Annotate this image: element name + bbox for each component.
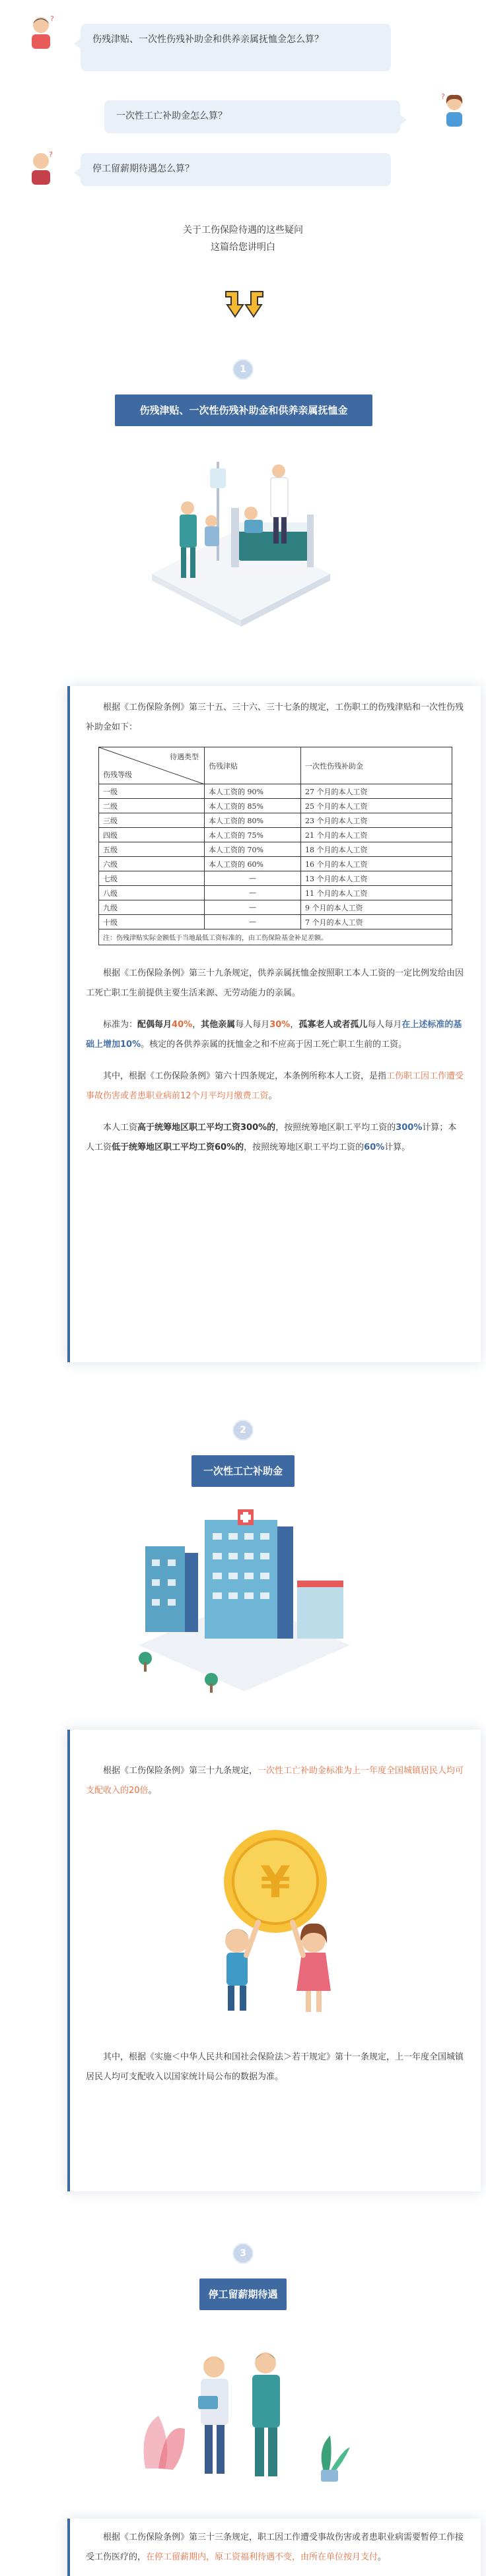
s2-paragraph-1 (86, 1761, 465, 1801)
table-row (99, 857, 452, 871)
p3-spouse-rate: 40% (172, 1020, 193, 1030)
cell-level: 六级 (99, 857, 205, 871)
cell-allowance: — (205, 915, 301, 929)
section-3-card (67, 2519, 481, 2576)
table-row (99, 900, 452, 915)
svg-text:?: ? (441, 92, 445, 101)
s2-paragraph-2: 其中，根据《实施＜中华人民共和国社会保险法＞若干规定》第十一条规定，上一年度全国城镇居民人均可支配收入以国家统计局公布的数据为准。 (86, 2052, 464, 2082)
cell-level: 七级 (99, 871, 205, 886)
p5-lower: 低于统筹地区职工平均工资60%的 (112, 1143, 244, 1152)
p5-text: ，按照统筹地区职工平均工资的 (244, 1143, 364, 1152)
cell-allowance: — (205, 886, 301, 900)
cell-level: 二级 (99, 799, 205, 813)
coin-yuan-symbol: ¥ (260, 1857, 291, 1908)
s1-paragraph-2: 根据《工伤保险条例》第三十九条规定，供养亲属抚恤金按照职工本人工资的一定比例发给由因工死亡职工生前提供主要生活来源、无劳动能力的亲属。 (86, 968, 464, 998)
intro-text (0, 222, 486, 256)
s1-paragraph-3 (86, 1015, 465, 1055)
cell-level: 三级 (99, 813, 205, 828)
cell-lump: 13 个月的本人工资 (301, 871, 452, 886)
doctors-illustration (132, 2330, 357, 2497)
p4-highlight: 工伤职工因工作遭受事故伤害或者患职业病前12个月平均月缴费工资 (86, 1071, 464, 1101)
s3-p1-highlight: 在停工留薪期内，原工资福利待遇不变，由所在单位按月支付 (146, 2552, 378, 2562)
cell-level: 十级 (99, 915, 205, 929)
table-row (99, 842, 452, 857)
table-note: 注：伤残津贴实际金额低于当地最低工资标准的，由工伤保险基金补足差额。 (99, 929, 452, 945)
section-2-number: 2 (232, 1420, 254, 1441)
p3-increase: 在上述标准的基础上增加 (86, 1020, 462, 1050)
p5-text: ，按照统筹地区职工平均工资的 (275, 1123, 396, 1133)
section-3-title: 停工留薪期待遇 (199, 2278, 287, 2310)
woman-avatar-question (440, 92, 469, 129)
worker-avatar-question (26, 15, 55, 51)
cell-level: 四级 (99, 828, 205, 842)
coin-children-illustration (203, 1823, 348, 2021)
section-1-number: 1 (232, 359, 254, 380)
p5-lower-rate: 60% (364, 1143, 385, 1152)
p3-text: 标准为： (103, 1020, 138, 1030)
header-level-label: 伤残等级 (103, 770, 132, 779)
header-allowance: 伤残津贴 (205, 747, 301, 784)
cell-lump: 18 个月的本人工资 (301, 842, 452, 857)
s1-paragraph-4 (86, 1067, 465, 1106)
intro-line-2: 这篇给您讲明白 (211, 242, 275, 253)
p5-text: 计算。 (384, 1143, 411, 1152)
table-row (99, 784, 452, 799)
svg-text:?: ? (49, 150, 53, 159)
p3-sep: ， (192, 1020, 201, 1030)
cell-allowance: 本人工资的 85% (205, 799, 301, 813)
p3-increase-rate: 10% (120, 1040, 141, 1050)
cell-lump: 11 个月的本人工资 (301, 886, 452, 900)
cell-lump: 23 个月的本人工资 (301, 813, 452, 828)
section-1-card (67, 686, 481, 1362)
cell-allowance: 本人工资的 80% (205, 813, 301, 828)
header-lump-sum: 一次性伤残补助金 (301, 747, 452, 784)
section-2-title: 一次性工亡补助金 (191, 1455, 295, 1487)
question-bubble-1 (81, 24, 391, 71)
cell-allowance: — (205, 900, 301, 915)
cell-allowance: 本人工资的 75% (205, 828, 301, 842)
p3-other-rate: 30% (269, 1020, 291, 1030)
p3-spouse: 配偶每月 (137, 1020, 172, 1030)
p4-text: 。 (268, 1091, 277, 1101)
s3-p1-text: 根据《工伤保险条例》第三十三条规定，职工因工作遭受事故伤害或者患职业病需要暂停工作接受工伤医疗的， (86, 2532, 464, 2562)
section-3-number: 3 (232, 2243, 254, 2264)
cell-level: 五级 (99, 842, 205, 857)
p3-other: 其他亲属 (201, 1020, 236, 1030)
cell-allowance: — (205, 871, 301, 886)
header-type-label: 待遇类型 (170, 753, 199, 761)
question-2-text: 一次性工亡补助金怎么算？ (116, 111, 227, 121)
table-row (99, 915, 452, 929)
p5-text: 计算；本人工资 (86, 1123, 457, 1152)
cell-level: 一级 (99, 784, 205, 799)
question-1-text: 伤残津贴、一次性伤残补助金和供养亲属抚恤金怎么算？ (92, 34, 324, 45)
cell-allowance: 本人工资的 90% (205, 784, 301, 799)
hospital-ward-illustration (139, 449, 343, 636)
p5-upper: 高于统筹地区职工平均工资300%的 (137, 1123, 276, 1133)
elder-avatar-question (26, 150, 55, 187)
cell-allowance: 本人工资的 70% (205, 842, 301, 857)
svg-text:?: ? (50, 15, 54, 23)
cell-lump: 7 个月的本人工资 (301, 915, 452, 929)
cell-lump: 16 个月的本人工资 (301, 857, 452, 871)
s3-paragraph-1 (86, 2528, 465, 2567)
question-bubble-3 (81, 153, 391, 186)
question-3-text: 停工留薪期待遇怎么算？ (92, 164, 194, 174)
p3-orphan: 孤寡老人或者孤儿 (298, 1020, 368, 1030)
cell-level: 八级 (99, 886, 205, 900)
cell-allowance: 本人工资的 60% (205, 857, 301, 871)
table-row (99, 828, 452, 842)
table-row (99, 886, 452, 900)
compensation-table (98, 747, 452, 945)
s1-paragraph-1: 根据《工伤保险条例》第三十五、三十六、三十七条的规定，工伤职工的伤残津贴和一次性伤残补助金如下： (86, 703, 464, 732)
s2-p1-text: 根据《工伤保险条例》第三十九条规定， (103, 1766, 258, 1776)
section-1-title: 伤残津贴、一次性伤残补助金和供养亲属抚恤金 (115, 394, 372, 426)
table-row (99, 799, 452, 813)
cell-level: 九级 (99, 900, 205, 915)
p5-upper-rate: 300% (396, 1123, 423, 1133)
p5-text: 本人工资 (103, 1123, 138, 1133)
p3-text: 。核定的各供养亲属的抚恤金之和不应高于因工死亡职工生前的工资。 (141, 1040, 407, 1050)
table-header-row (99, 747, 452, 784)
p3-text: 每人每月 (367, 1020, 402, 1030)
table-diagonal-header (99, 747, 205, 784)
table-row (99, 871, 452, 886)
table-note-row (99, 929, 452, 945)
p3-sep: ， (290, 1020, 299, 1030)
table-row (99, 813, 452, 828)
s2-p1-highlight: 一次性工亡补助金标准为上一年度全国城镇居民人均可支配收入的20倍 (86, 1766, 464, 1796)
cell-lump: 9 个月的本人工资 (301, 900, 452, 915)
intro-line-1: 关于工伤保险待遇的这些疑问 (183, 225, 303, 236)
s1-paragraph-5 (86, 1118, 465, 1158)
s2-p1-text: 。 (148, 1786, 157, 1796)
compensation-table-wrap (86, 747, 465, 945)
cell-lump: 25 个月的本人工资 (301, 799, 452, 813)
hospital-building-illustration (132, 1507, 357, 1707)
question-bubble-2 (104, 100, 400, 133)
cell-lump: 27 个月的本人工资 (301, 784, 452, 799)
s3-p1-text: 。 (378, 2552, 387, 2562)
cell-lump: 21 个月的本人工资 (301, 828, 452, 842)
pointing-hands-icon (223, 288, 265, 325)
p4-text: 其中，根据《工伤保险条例》第六十四条规定，本条例所称本人工资，是指 (103, 1071, 387, 1081)
section-2-card (67, 1730, 481, 2191)
p3-text: 每人每月 (235, 1020, 270, 1030)
